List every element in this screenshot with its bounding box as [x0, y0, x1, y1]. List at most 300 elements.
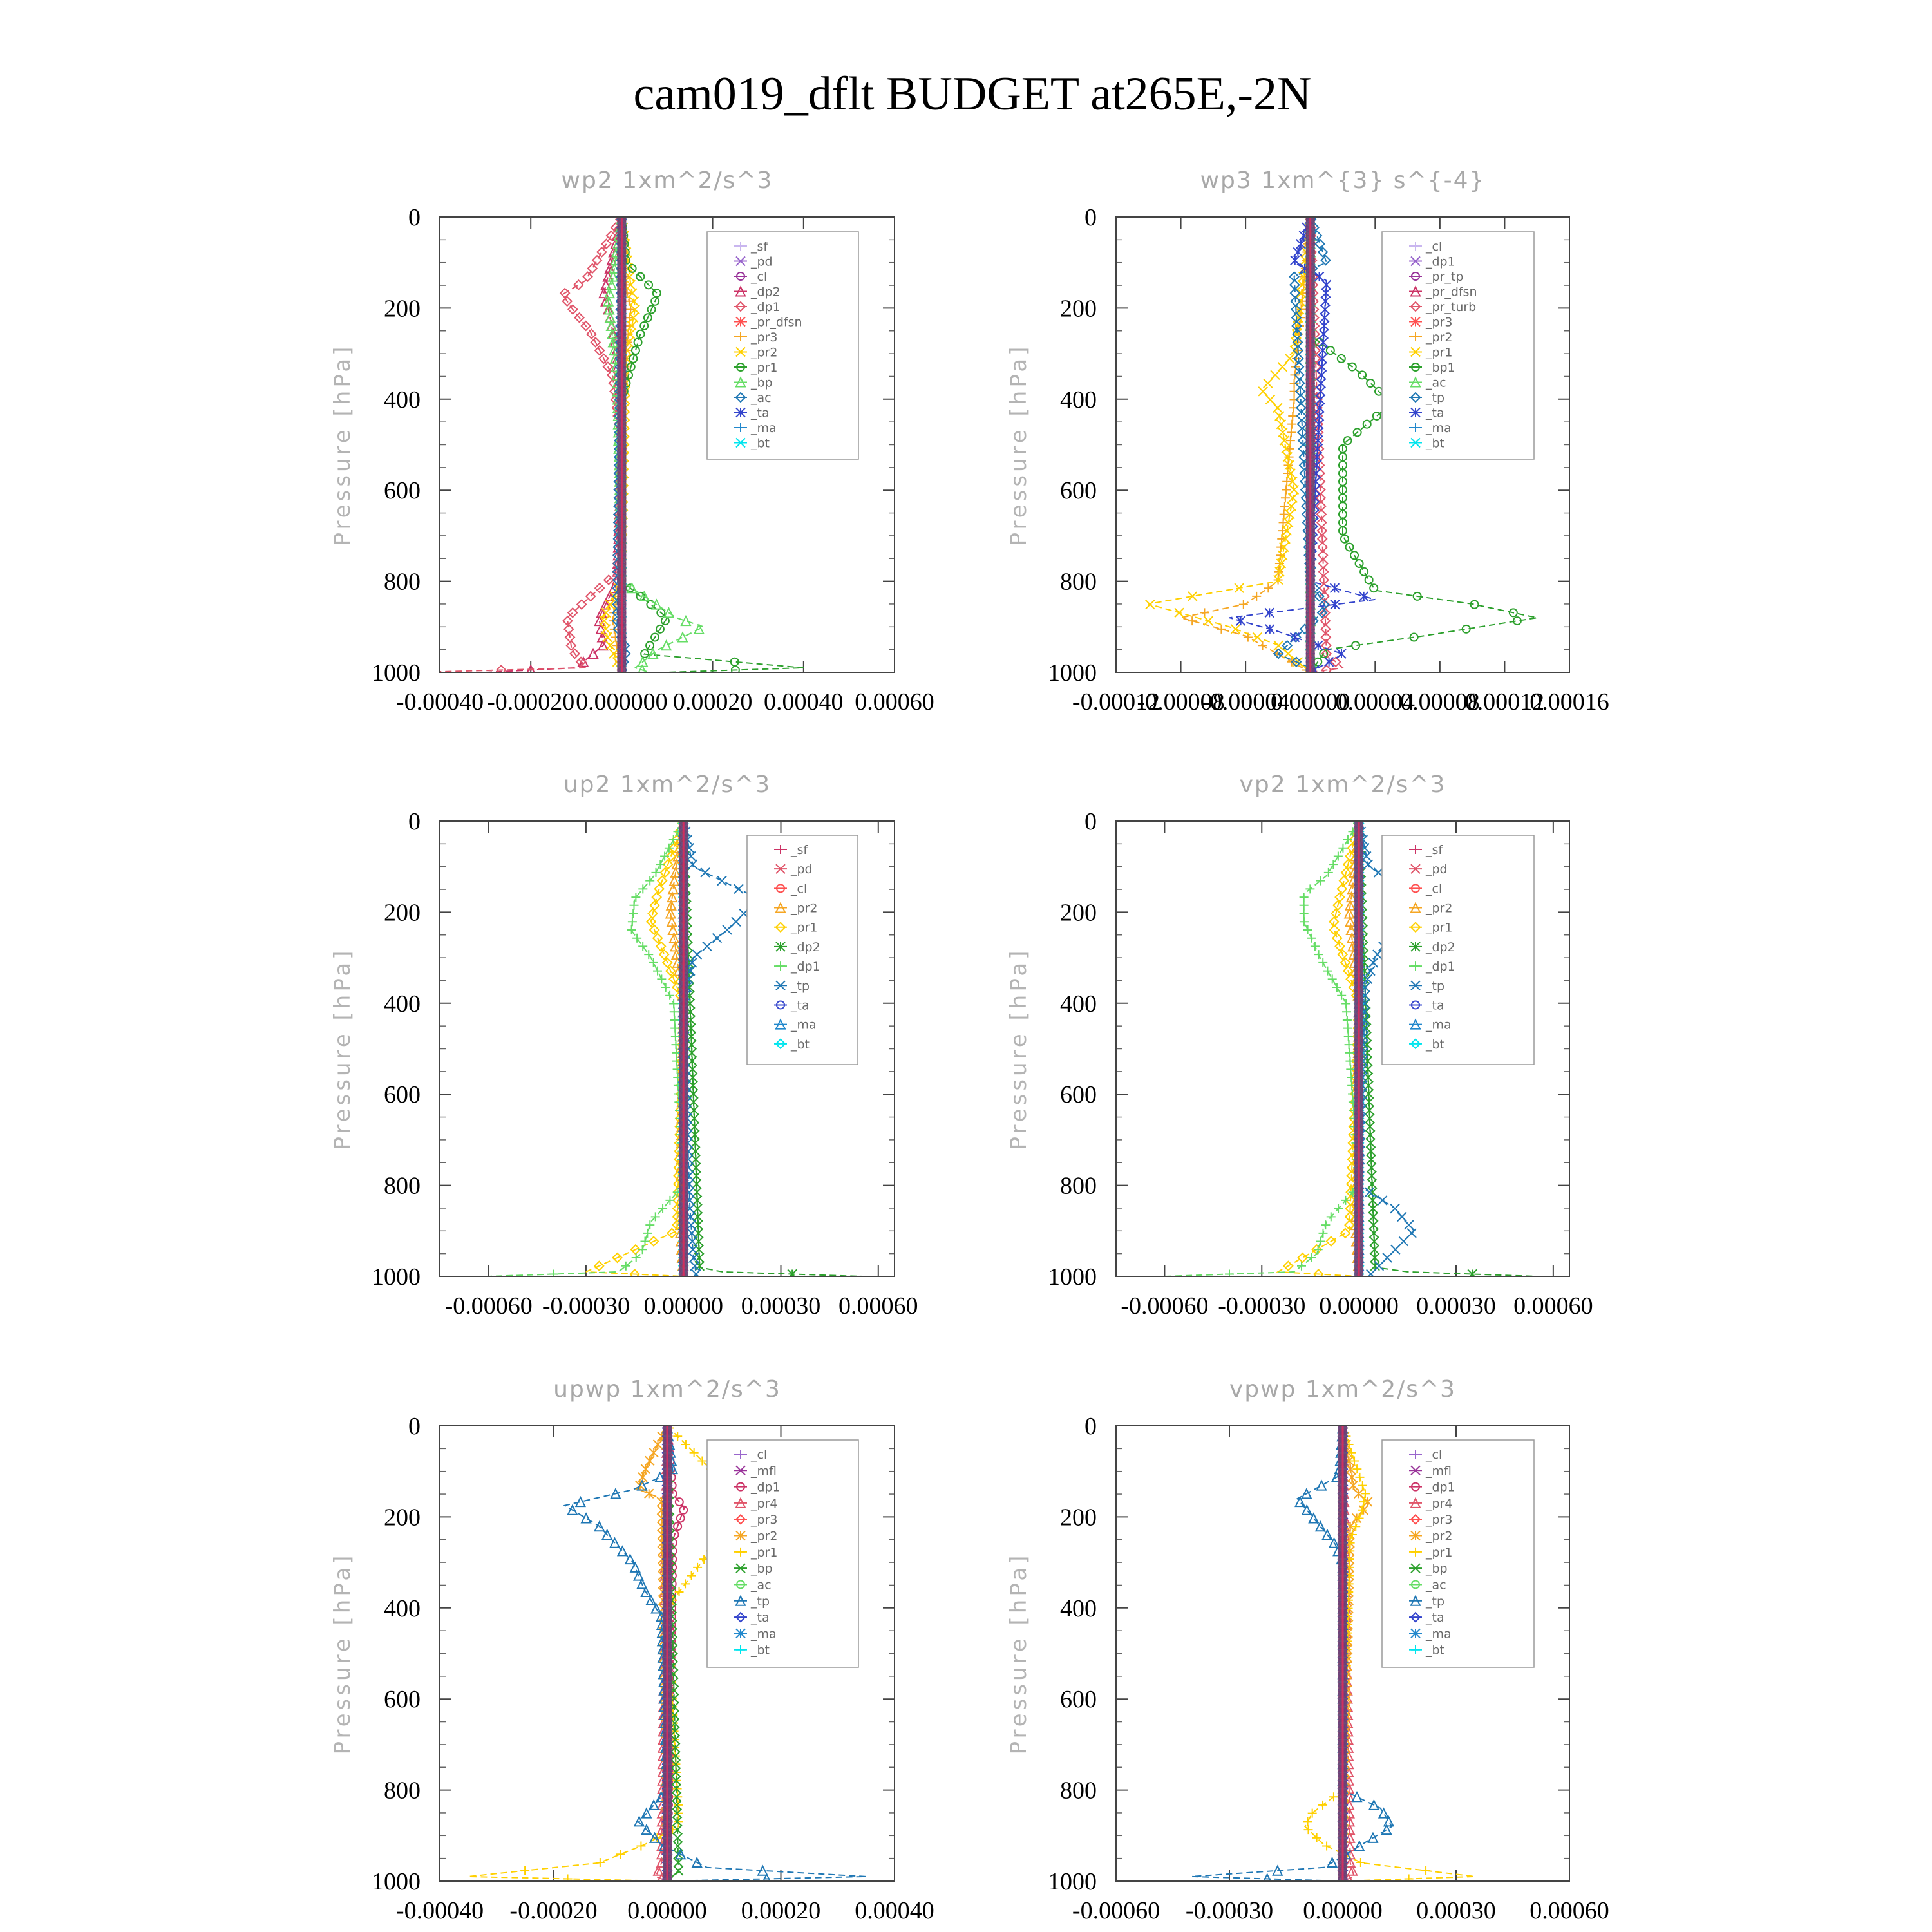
diamond-marker	[650, 901, 659, 910]
plus-marker	[1334, 851, 1343, 860]
star-marker	[1325, 658, 1334, 667]
legend-label: _ta	[751, 1611, 770, 1625]
star-marker	[1315, 403, 1324, 412]
star-marker	[1366, 1130, 1375, 1139]
cross-marker	[692, 1269, 701, 1278]
plus-marker	[1337, 991, 1346, 1000]
circle-marker	[1373, 412, 1381, 420]
star-marker	[1363, 1057, 1372, 1066]
circle-marker	[632, 346, 639, 354]
x-tick-label: -0.00040	[395, 688, 484, 715]
legend-label: _pr2	[751, 1529, 778, 1544]
x-tick-label: -0.00060	[444, 1293, 533, 1320]
star-marker	[1236, 616, 1245, 625]
circle-marker	[1363, 421, 1371, 428]
plus-marker	[629, 909, 638, 918]
y-axis-label: Pressure [hPa]	[1006, 343, 1032, 546]
legend-label: _ma	[1426, 421, 1452, 435]
legend-label: _ta	[1426, 998, 1444, 1013]
y-tick-label: 400	[384, 990, 421, 1018]
y-tick-label: 400	[1060, 386, 1097, 413]
y-axis-label: Pressure [hPa]	[330, 947, 355, 1150]
star-marker	[1367, 1163, 1376, 1172]
plus-marker	[657, 974, 666, 983]
plus-marker	[638, 1245, 647, 1254]
cross-marker	[1397, 1212, 1406, 1221]
y-axis-label: Pressure [hPa]	[1006, 1552, 1032, 1755]
plus-marker	[681, 1579, 690, 1588]
plus-marker	[1258, 641, 1267, 650]
plus-marker	[644, 950, 653, 959]
plus-marker	[1300, 893, 1309, 902]
y-tick-label: 200	[384, 1504, 421, 1531]
cross-marker	[1146, 600, 1155, 609]
y-tick-label: 600	[1060, 477, 1097, 505]
star-marker	[1366, 1139, 1375, 1148]
legend-label: _cl	[751, 1448, 768, 1462]
series-line	[489, 821, 684, 1276]
y-axis-label: Pressure [hPa]	[1006, 947, 1032, 1150]
legend-label: _cl	[791, 882, 808, 896]
plus-marker	[1316, 1237, 1325, 1246]
cross-marker	[1204, 616, 1213, 625]
legend-label: _dp1	[751, 1480, 781, 1495]
series-line	[417, 217, 622, 672]
panel-title: vp2 1xm^2/s^3	[1239, 772, 1446, 798]
plus-marker	[549, 1269, 558, 1278]
star-marker	[1359, 592, 1368, 601]
plus-marker	[1311, 942, 1320, 951]
y-tick-label: 800	[384, 568, 421, 596]
cross-marker	[713, 934, 722, 943]
x-tick-label: 0.00000	[627, 1897, 707, 1924]
plus-marker	[1341, 999, 1350, 1009]
star-marker	[1330, 583, 1339, 592]
plus-marker	[1345, 1048, 1354, 1057]
star-marker	[641, 1464, 650, 1473]
plus-marker	[1275, 559, 1284, 568]
x-tick-label: -0.00030	[542, 1293, 630, 1320]
plus-marker	[632, 934, 641, 943]
y-tick-label: 800	[384, 1777, 421, 1804]
cross-marker	[1367, 1269, 1376, 1278]
plus-marker	[1264, 583, 1273, 592]
plus-marker	[1355, 1514, 1364, 1523]
y-tick-label: 400	[384, 386, 421, 413]
legend-label: _tp	[1426, 979, 1445, 994]
legend-label: _pr1	[791, 920, 818, 935]
plus-marker	[1323, 967, 1332, 976]
x-tick-label: 0.00008	[1400, 688, 1480, 715]
y-tick-label: 1000	[1048, 1264, 1097, 1291]
y-axis-label: Pressure [hPa]	[330, 343, 355, 546]
diamond-marker	[588, 264, 597, 273]
plus-marker	[1358, 1506, 1367, 1515]
star-marker	[1314, 428, 1323, 437]
legend-label: _ma	[751, 421, 777, 435]
triangle-marker	[582, 1514, 591, 1523]
plus-marker	[1356, 1858, 1365, 1867]
circle-marker	[676, 1498, 683, 1506]
legend-label: _ta	[791, 998, 810, 1013]
circle-marker	[1356, 560, 1363, 567]
cross-marker	[1273, 403, 1282, 412]
plus-marker	[1343, 1016, 1352, 1025]
plus-marker	[687, 1571, 696, 1580]
cross-marker	[1399, 1237, 1408, 1246]
plus-marker	[628, 917, 637, 926]
cross-marker	[732, 917, 741, 926]
plus-marker	[1334, 1204, 1343, 1213]
cross-marker	[1407, 1229, 1416, 1238]
legend-label: _sf	[791, 843, 808, 857]
plus-marker	[1321, 1220, 1330, 1229]
star-marker	[691, 1155, 700, 1164]
plus-marker	[1307, 934, 1316, 943]
series-line	[1148, 217, 1310, 672]
legend-label: _pr2	[791, 901, 818, 916]
cross-marker	[1390, 1204, 1399, 1213]
circle-marker	[1327, 346, 1334, 354]
plus-marker	[656, 860, 665, 869]
x-tick-label: -0.00020	[487, 688, 575, 715]
plus-marker	[1285, 453, 1294, 462]
x-tick-label: 0.00000	[1319, 1293, 1399, 1320]
x-tick-label: 0.00000	[1270, 688, 1350, 715]
star-marker	[692, 1188, 701, 1197]
legend-label: _ma	[751, 1627, 777, 1642]
plus-marker	[649, 958, 658, 967]
diamond-marker	[1340, 876, 1349, 886]
diamond-marker	[574, 280, 583, 289]
plus-marker	[1282, 485, 1291, 494]
plus-marker	[627, 925, 636, 934]
star-marker	[1369, 1220, 1378, 1229]
star-marker	[1316, 395, 1325, 404]
y-tick-label: 400	[384, 1595, 421, 1622]
star-marker	[695, 1262, 704, 1271]
legend-label: _cl	[751, 270, 768, 284]
legend-label: _dp1	[1426, 254, 1455, 269]
legend-label: _pr1	[1426, 345, 1453, 360]
legend	[747, 835, 858, 1065]
legend-label: _pr2	[1426, 330, 1453, 345]
plus-marker	[1314, 950, 1323, 959]
legend-label: _pd	[751, 254, 773, 269]
x-tick-label: 0.00020	[672, 688, 753, 715]
plus-marker	[1287, 428, 1296, 437]
x-tick-label: 0.00000	[1303, 1897, 1383, 1924]
diamond-marker	[592, 256, 601, 265]
circle-marker	[1358, 371, 1366, 379]
legend-label: _tp	[1426, 391, 1445, 405]
star-marker	[1293, 247, 1302, 256]
y-tick-label: 600	[1060, 1081, 1097, 1109]
star-marker	[1337, 649, 1346, 658]
y-tick-label: 600	[384, 1686, 421, 1714]
plus-marker	[1217, 625, 1226, 634]
plus-marker	[1300, 909, 1309, 918]
plus-marker	[1303, 925, 1312, 934]
cross-marker	[1391, 1245, 1400, 1254]
legend-label: _ac	[1426, 375, 1446, 390]
chart-panel	[1006, 772, 1593, 1320]
legend-label: _pr1	[751, 1545, 778, 1560]
star-marker	[1320, 305, 1329, 314]
star-marker	[694, 1212, 703, 1221]
cross-marker	[692, 950, 701, 959]
star-marker	[692, 1163, 701, 1172]
diamond-marker	[597, 247, 606, 256]
star-marker	[1320, 321, 1329, 330]
star-marker	[654, 1440, 663, 1449]
star-marker	[1349, 1481, 1358, 1490]
x-tick-label: -0.00030	[1185, 1897, 1274, 1924]
panel-title: upwp 1xm^2/s^3	[553, 1376, 781, 1403]
plus-marker	[651, 868, 660, 877]
legend-label: _pd	[1426, 862, 1448, 877]
plus-marker	[1358, 1481, 1367, 1490]
x-tick-label: 0.00030	[741, 1293, 821, 1320]
star-marker	[693, 1204, 702, 1213]
plus-marker	[1421, 1866, 1430, 1875]
x-tick-label: -0.00020	[509, 1897, 598, 1924]
x-tick-label: -0.00004	[1202, 688, 1290, 715]
legend-label: _ac	[751, 1578, 772, 1593]
y-tick-label: 600	[384, 1081, 421, 1109]
legend-label: _dp2	[1426, 940, 1455, 954]
y-tick-label: 0	[1084, 204, 1097, 231]
triangle-marker	[678, 633, 687, 642]
y-tick-label: 200	[384, 899, 421, 927]
legend-label: _tp	[791, 979, 810, 994]
legend-label: _cl	[1426, 240, 1443, 254]
plus-marker	[1345, 1040, 1354, 1049]
star-marker	[1315, 272, 1324, 281]
diamond-marker	[1330, 925, 1339, 934]
circle-marker	[634, 338, 642, 346]
plus-marker	[643, 1229, 652, 1238]
star-marker	[645, 1456, 654, 1465]
legend-box	[707, 232, 858, 459]
legend-label: _tp	[751, 1594, 770, 1609]
plus-marker	[674, 1817, 683, 1826]
y-tick-label: 1000	[372, 1868, 421, 1895]
plus-marker	[653, 967, 662, 976]
legend-label: _ma	[791, 1018, 817, 1032]
plus-marker	[693, 1563, 702, 1572]
legend-label: _pr_dfsn	[751, 315, 802, 330]
plus-marker	[670, 1007, 679, 1016]
x-tick-label: 0.00060	[855, 688, 934, 715]
plus-marker	[1279, 518, 1288, 527]
legend-label: _dp2	[751, 285, 781, 299]
star-marker	[1291, 256, 1300, 265]
plus-marker	[1303, 1817, 1312, 1826]
cross-marker	[1278, 363, 1287, 372]
legend-box	[1382, 232, 1534, 459]
star-marker	[1368, 1179, 1377, 1188]
series-pr1	[586, 819, 688, 1279]
chart-panel	[330, 772, 918, 1320]
plus-marker	[1281, 493, 1290, 502]
y-tick-label: 600	[1060, 1686, 1097, 1714]
panels	[330, 167, 1609, 1924]
plus-marker	[1200, 608, 1209, 617]
x-tick-label: 0.00000	[643, 1293, 723, 1320]
cross-marker	[1258, 387, 1267, 396]
plus-marker	[1338, 844, 1347, 853]
legend-label: _sf	[1426, 843, 1443, 857]
star-marker	[1368, 1212, 1378, 1221]
cross-marker	[1383, 1253, 1392, 1262]
plus-marker	[1290, 387, 1299, 396]
star-marker	[1322, 280, 1331, 289]
x-tick-label: 0.00060	[1530, 1897, 1609, 1924]
star-marker	[693, 1196, 702, 1205]
star-marker	[1369, 1229, 1378, 1238]
y-tick-label: 400	[1060, 1595, 1097, 1622]
y-tick-label: 1000	[372, 659, 421, 687]
legend-label: _pr2	[1426, 901, 1453, 916]
triangle-marker	[662, 641, 671, 650]
legend-label: _pr_dfsn	[1426, 285, 1477, 299]
legend-label: _pr3	[751, 1513, 778, 1528]
cross-marker	[1405, 1220, 1414, 1229]
y-tick-label: 0	[408, 204, 421, 231]
plus-marker	[564, 1874, 573, 1883]
x-tick-label: 0.00030	[1416, 1897, 1496, 1924]
series-line	[1164, 821, 1359, 1276]
legend-label: _ta	[751, 406, 770, 421]
x-tick-label: -0.00008	[1137, 688, 1225, 715]
star-marker	[690, 1130, 699, 1139]
star-marker	[1365, 1097, 1374, 1106]
cross-marker	[717, 876, 726, 886]
y-tick-label: 1000	[1048, 1868, 1097, 1895]
legend-label: _bt	[1426, 436, 1445, 451]
chart-panel	[330, 1376, 934, 1924]
plus-marker	[1300, 901, 1309, 910]
legend-box	[707, 1440, 858, 1667]
chart-panel	[1006, 1376, 1609, 1924]
series-dp1	[1164, 819, 1363, 1279]
star-marker	[638, 1473, 647, 1482]
x-tick-label: 0.00030	[1416, 1293, 1496, 1320]
triangle-marker	[1379, 1809, 1388, 1818]
x-tick-label: -0.00060	[1121, 1293, 1209, 1320]
y-tick-label: 800	[1060, 568, 1097, 596]
plus-marker	[1318, 958, 1327, 967]
star-marker	[1318, 354, 1327, 363]
star-marker	[1321, 289, 1331, 298]
legend-label: _ma	[1426, 1018, 1452, 1032]
plus-marker	[1324, 868, 1333, 877]
cross-marker	[1363, 860, 1372, 869]
legend-label: _bt	[751, 1643, 770, 1658]
legend-label: _bt	[751, 436, 770, 451]
plus-marker	[674, 1809, 683, 1818]
plus-marker	[629, 901, 638, 910]
y-tick-label: 800	[384, 1172, 421, 1200]
y-tick-label: 200	[1060, 899, 1097, 927]
plus-marker	[1343, 1024, 1352, 1033]
legend-label: _dp2	[791, 940, 820, 954]
legend	[707, 1440, 858, 1667]
figure-title: cam019_dflt BUDGET at265E,-2N	[633, 68, 1312, 120]
y-tick-label: 0	[1084, 808, 1097, 835]
y-tick-label: 200	[1060, 295, 1097, 323]
legend	[707, 232, 858, 459]
legend-label: _dp1	[791, 960, 820, 974]
plus-marker	[1239, 600, 1248, 609]
y-tick-label: 800	[1060, 1777, 1097, 1804]
diamond-marker	[1332, 934, 1341, 943]
plus-marker	[1327, 1212, 1336, 1221]
y-tick-label: 200	[384, 295, 421, 323]
plus-marker	[665, 991, 674, 1000]
y-tick-label: 0	[1084, 1413, 1097, 1440]
diamond-marker	[1298, 1253, 1307, 1262]
plus-marker	[1318, 1801, 1327, 1810]
circle-marker	[1370, 584, 1378, 592]
legend-label: _pr2	[751, 345, 778, 360]
star-marker	[1370, 1253, 1379, 1262]
legend-label: _pr_tp	[1426, 270, 1464, 284]
legend	[1382, 232, 1534, 459]
x-tick-label: 0.00060	[1513, 1293, 1593, 1320]
legend-label: _pr3	[751, 330, 778, 345]
cross-marker	[1369, 958, 1378, 967]
diamond-marker	[1338, 884, 1347, 893]
x-tick-label: 0.00012	[1464, 688, 1545, 715]
series-tp	[1191, 1424, 1393, 1884]
star-marker	[1321, 297, 1330, 306]
x-tick-label: 0.00040	[764, 688, 844, 715]
cross-marker	[688, 860, 697, 869]
plus-marker	[1329, 860, 1338, 869]
plus-marker	[638, 942, 647, 951]
legend-label: _bp	[751, 1562, 773, 1577]
star-marker	[1365, 1106, 1374, 1115]
legend-label: _pd	[791, 862, 813, 877]
cross-marker	[1231, 625, 1240, 634]
panel-title: wp3 1xm^{3} s^{-4}	[1200, 167, 1486, 194]
legend-label: _ac	[751, 391, 772, 405]
legend-label: _pr_turb	[1426, 300, 1477, 314]
legend-label: _dp1	[751, 300, 781, 314]
plus-marker	[661, 983, 670, 992]
series-pr1	[1146, 215, 1314, 675]
triangle-marker	[638, 1481, 647, 1490]
star-marker	[1367, 1155, 1376, 1164]
plus-marker	[520, 1866, 529, 1875]
circle-marker	[1360, 568, 1368, 576]
y-axis-label: Pressure [hPa]	[330, 1552, 355, 1755]
star-marker	[691, 1147, 700, 1156]
plus-marker	[670, 1016, 679, 1025]
x-tick-label: 0.00004	[1335, 688, 1416, 715]
plus-marker	[1278, 526, 1287, 535]
x-tick-label: 0.00040	[855, 1897, 934, 1924]
series-dp1	[417, 215, 626, 675]
plus-marker	[675, 1587, 684, 1596]
y-tick-label: 400	[1060, 990, 1097, 1018]
cross-marker	[1378, 1196, 1387, 1205]
cross-marker	[1264, 379, 1273, 388]
legend	[1382, 835, 1534, 1065]
plus-marker	[1322, 1842, 1331, 1851]
